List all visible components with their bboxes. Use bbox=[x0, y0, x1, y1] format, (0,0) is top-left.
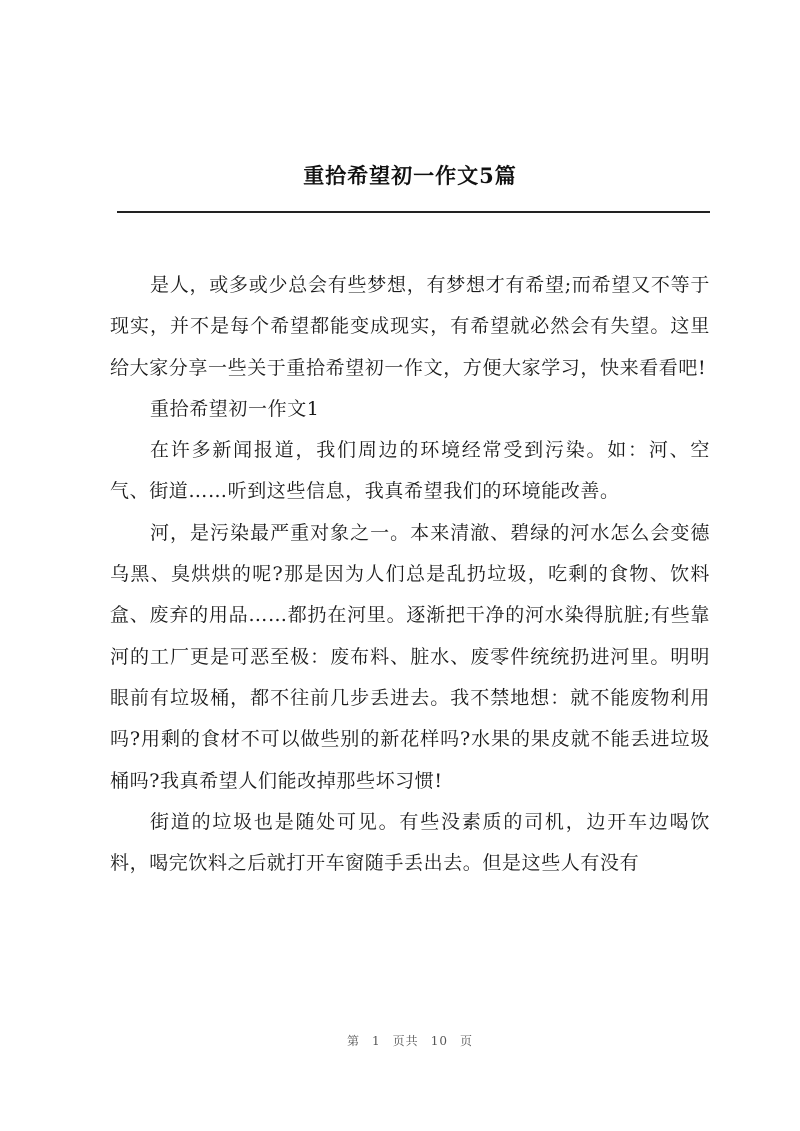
footer-prefix: 第 bbox=[347, 1034, 361, 1048]
paragraph: 街道的垃圾也是随处可见。有些没素质的司机，边开车边喝饮料，喝完饮料之后就打开车窗随手丢出去。但是这些人有没有 bbox=[110, 810, 710, 875]
paragraph: 河，是污染最严重对象之一。本来清澈、碧绿的河水怎么会变德乌黑、臭烘烘的呢?那是因为人们总是乱扔垃圾，吃剩的食物、饮料盒、废弃的用品……都扔在河里。逐渐把干净的河水染得肮脏;有些靠河的工厂更是可恶至极：废布料、脏水、废零件统统扔进河里。明明眼前有垃圾桶，都不往前几步丢进去。我不禁地想：就不能废物利用吗?用剩的食材不可以做些别的新花样吗?水果的果皮就不能丢进垃圾桶吗?我真希望人们能改掉那些坏习惯! bbox=[110, 521, 710, 792]
title-underline bbox=[117, 211, 710, 213]
page-footer bbox=[0, 1032, 800, 1049]
document-title: 重拾希望初一作文5篇 bbox=[303, 163, 517, 188]
section-heading: 重拾希望初一作文1 bbox=[150, 397, 320, 420]
document-body bbox=[110, 265, 710, 884]
footer-suffix: 页 bbox=[459, 1034, 473, 1048]
paragraph-intro: 是人，或多或少总会有些梦想，有梦想才有希望;而希望又不等于现实，并不是每个希望都能变成现实，有希望就必然会有失望。这里给大家分享一些关于重拾希望初一作文，方便大家学习，快来看看吧! bbox=[110, 274, 710, 379]
page-total: 10 bbox=[430, 1034, 448, 1048]
page-number: 1 bbox=[372, 1034, 381, 1048]
footer-middle: 页共 bbox=[392, 1034, 419, 1048]
paragraph: 在许多新闻报道，我们周边的环境经常受到污染。如：河、空气、街道……听到这些信息，我真希望我们的环境能改善。 bbox=[110, 439, 710, 503]
